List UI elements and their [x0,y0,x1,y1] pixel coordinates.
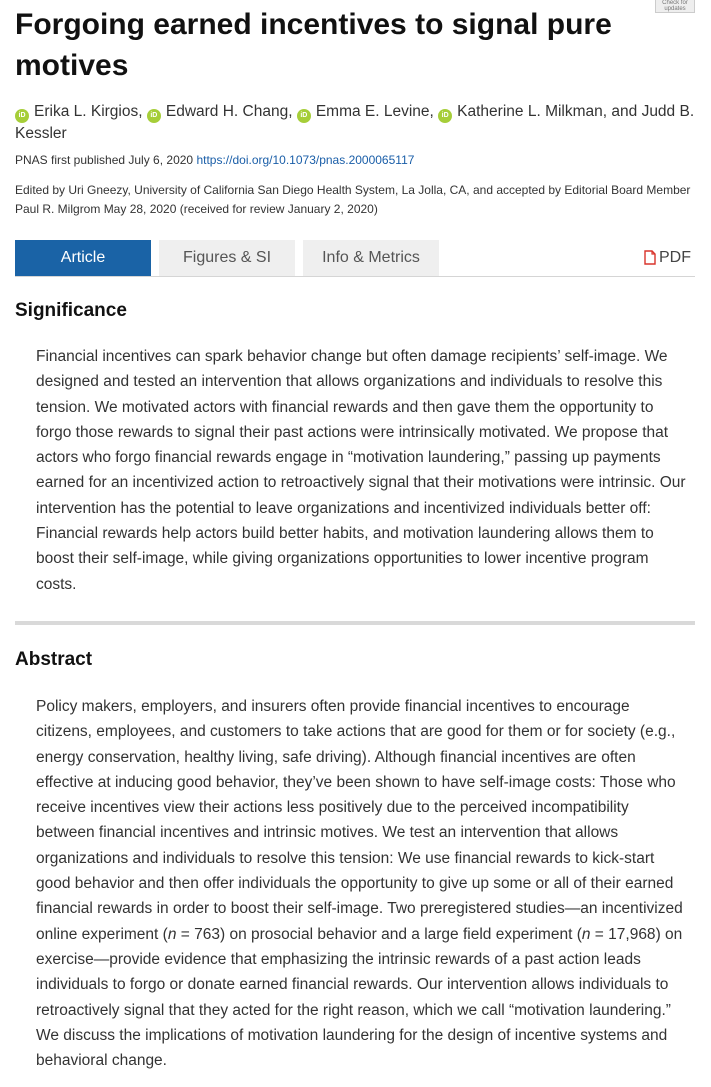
author-name[interactable]: Judd B. Kessler [15,103,695,142]
check-for-updates-badge[interactable]: Check for updates [655,0,695,13]
orcid-icon[interactable]: iD [297,109,311,123]
article-tabs [15,240,695,277]
publication-line [15,151,414,169]
n-symbol: n [581,925,591,943]
article-title: Forgoing earned incentives to signal pure motives [15,8,612,82]
n-symbol: n [167,925,177,943]
tab-info-metrics[interactable]: Info & Metrics [303,240,439,276]
author-entry [15,103,147,120]
author-name[interactable]: Katherine L. Milkman [457,103,603,120]
pdf-label: PDF [659,249,691,266]
section-divider [15,621,695,625]
author-entry [147,103,297,120]
author-separator: , and [602,103,638,120]
author-name[interactable]: Emma E. Levine [315,103,430,120]
author-separator: , [288,103,297,120]
author-entry [438,103,637,120]
author-name[interactable]: Erika L. Kirgios [34,103,139,120]
author-name[interactable]: Edward H. Chang [165,103,289,120]
orcid-icon[interactable]: iD [438,109,452,123]
pdf-link[interactable] [644,240,691,276]
orcid-icon[interactable]: iD [147,109,161,123]
orcid-icon[interactable]: iD [15,109,29,123]
tab-figures-si[interactable]: Figures & SI [159,240,295,276]
author-entry [297,103,438,120]
edited-by-note: Edited by Uri Gneezy, University of California San Diego Health System, La Jolla, CA, and accepted by Editorial Board Member Paul R. Milgrom May 28, 2020 (received for review January 2, 2020) [15,183,691,216]
abstract-heading: Abstract [15,649,93,670]
author-separator: , [429,103,439,120]
doi-link[interactable]: https://doi.org/10.1073/pnas.2000065117 [196,153,415,167]
pdf-file-icon [644,250,656,265]
significance-text: Financial incentives can spark behavior change but often damage recipients’ self-image. We designed and tested an intervention that allows organizations and individuals to resolve this tension. We motivated actors with financial rewards and then gave them the opportunity to forgo those rewards to signal their past actions were intrinsically motivated. We propose that actors who forgo financial rewards engage in “motivation laundering,” passing up payments earned for an incentivized action to retroactively signal that their motivations were intrinsic. Our intervention has the potential to leave organizations and incentivized individuals better off: Financial rewards help actors build better habits, and motivation laundering allows them to boost their self-image, while giving organizations opportunities to lower incentive program costs. [36,348,686,593]
abstract-text: Policy makers, employers, and insurers often provide financial incentives to encourage citizens, employees, and customers to take actions that are good for them or for society (e.g., energy conservation, healthy living, safe driving). Although financial incentives are often effective at inducing good behavior, they’ve been shown to have self-image costs: Those who receive incentives view their actions less positively due to the perceived incompatibility between financial incentives and intrinsic motives. We test an intervention that allows organizations and individuals to resolve this tension: We use financial rewards to kick-start good behavior and then offer individuals the opportunity to give up some or all of their earned financial rewards in order to boost their self-image. Two preregistered studies—an incentivized online experiment (n = 763) on prosocial behavior and a large field experiment (n = 17,968) on exercise—provide evidence that emphasizing the intrinsic rewards of a past action leads individuals to forgo or donate earned financial rewards. Our intervention allows individuals to retroactively signal that they acted for the right reason, which we call “motivation laundering.” We discuss the implications of motivation laundering for the design of incentive systems and behavioral change. [36,698,683,1070]
published-date: PNAS first published July 6, 2020 [15,153,194,167]
author-list [15,101,695,144]
tab-article[interactable]: Article [15,240,151,276]
author-separator: , [138,103,147,120]
significance-heading: Significance [15,300,127,321]
